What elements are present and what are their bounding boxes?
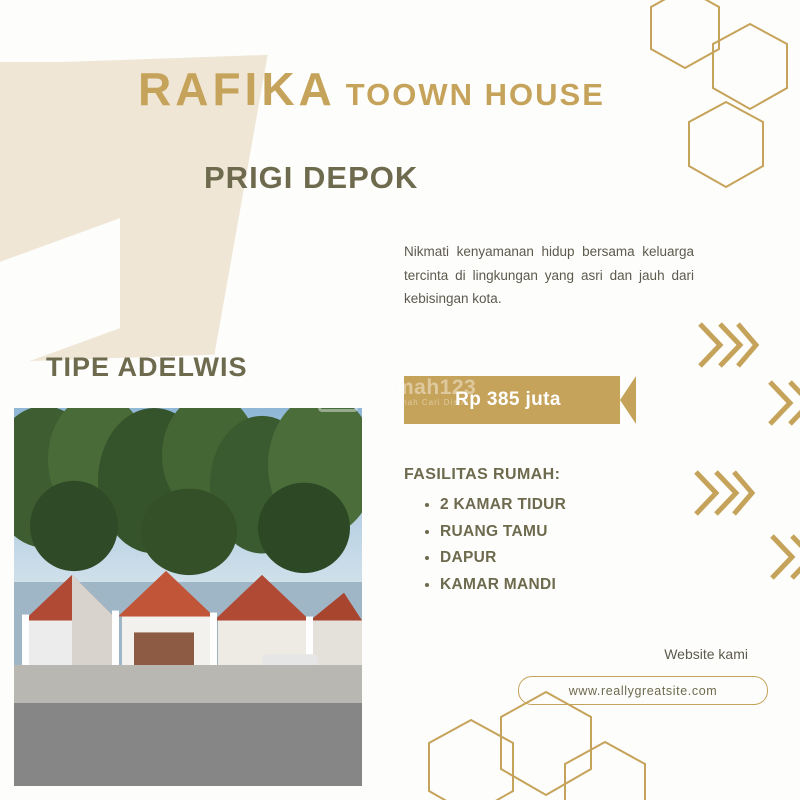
photo-pavement bbox=[14, 665, 362, 703]
title-sub-text: TOOWN HOUSE bbox=[345, 77, 605, 112]
intro-paragraph: Nikmati kenyamanan hidup bersama keluarga tercinta di lingkungan yang asri dan jauh dari kebisingan kota. bbox=[404, 244, 694, 307]
price-text: Rp 385 juta bbox=[455, 389, 561, 410]
title-main-text: RAFIKA bbox=[138, 63, 336, 115]
page-title bbox=[138, 63, 605, 115]
website-url-pill[interactable] bbox=[518, 676, 768, 705]
photo-road bbox=[14, 703, 362, 786]
list-item: • DAPUR bbox=[440, 545, 566, 572]
website-label: Website kami bbox=[664, 646, 748, 662]
price-ribbon bbox=[404, 376, 636, 424]
website-url-text: www.reallygreatsite.com bbox=[568, 683, 718, 698]
facilities-title: FASILITAS RUMAH: bbox=[404, 466, 561, 483]
watermark-tagline: Cari Rumah Cari Disini bbox=[366, 397, 470, 407]
house-exterior-photo bbox=[14, 408, 362, 786]
house-type-label: TIPE ADELWIS bbox=[46, 352, 248, 382]
hexagon-icon bbox=[710, 22, 790, 112]
double-chevron-right-icon bbox=[764, 376, 800, 435]
hexagon-icon bbox=[562, 740, 648, 800]
watermark-brand: Rumah123 bbox=[366, 375, 477, 399]
hexagon-icon bbox=[686, 100, 766, 190]
page-subtitle: PRIGI DEPOK bbox=[204, 160, 419, 195]
double-chevron-right-icon bbox=[690, 466, 756, 525]
list-item: • KAMAR MANDI bbox=[440, 572, 566, 599]
watermark-logo-icon bbox=[318, 372, 358, 412]
double-chevron-right-icon bbox=[766, 530, 800, 589]
list-item: • RUANG TAMU bbox=[440, 519, 566, 546]
list-item: • 2 KAMAR TIDUR bbox=[440, 492, 566, 519]
facilities-list bbox=[418, 492, 566, 599]
double-chevron-right-icon bbox=[694, 318, 760, 377]
